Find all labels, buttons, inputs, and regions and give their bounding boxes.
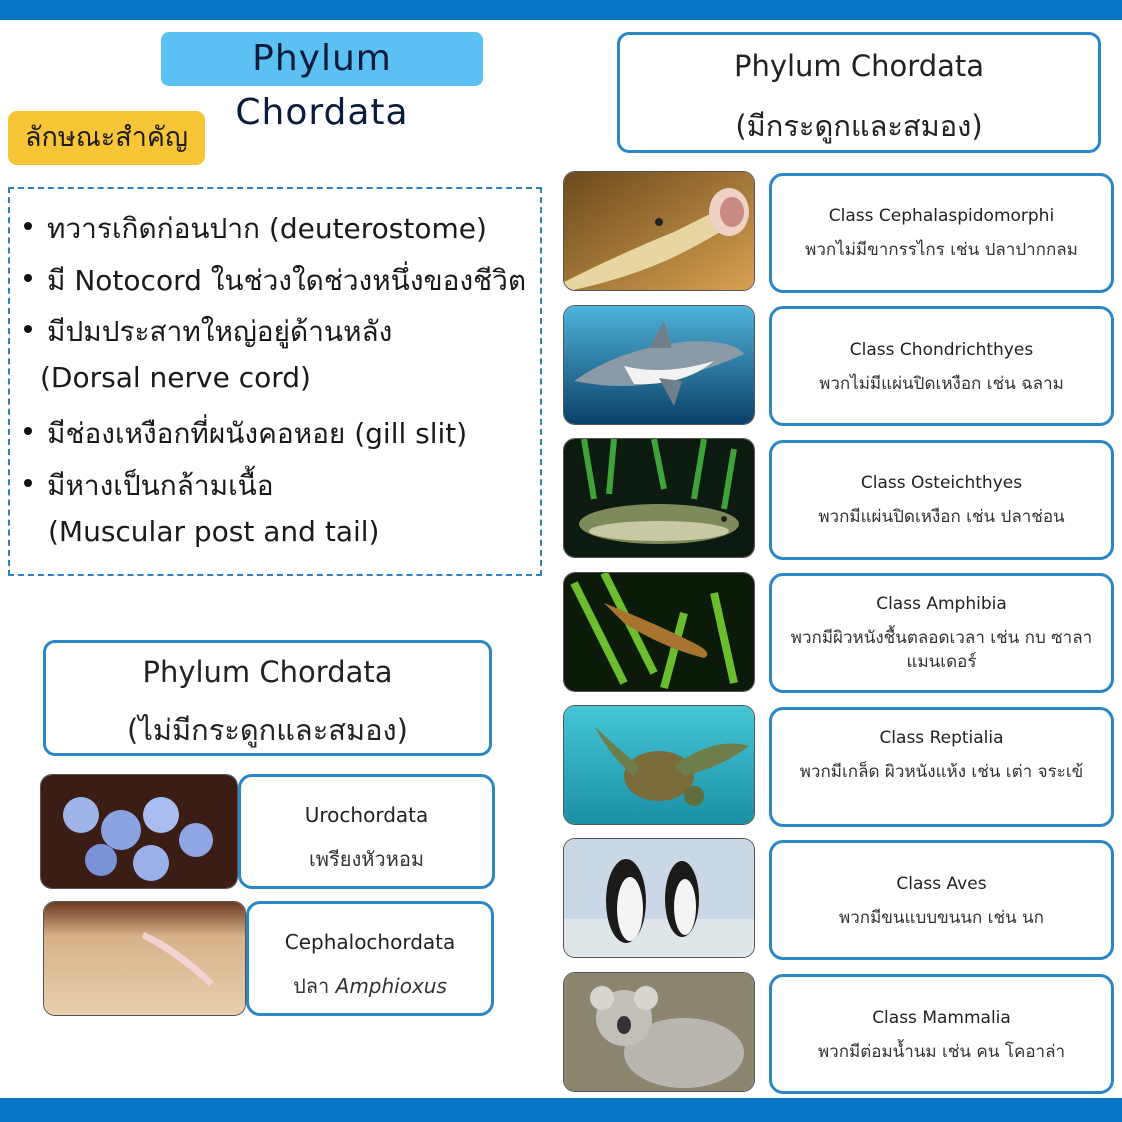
class-card-chondrichthyes: Class Chondrichthyes พวกไม่มีแผ่นปิดเหงือก เช่น ฉลาม [769, 306, 1114, 426]
penguins-photo [563, 838, 755, 958]
cephalochordata-desc: ปลา Amphioxus [293, 974, 447, 998]
cephalochordata-card: Cephalochordata ปลา Amphioxus [246, 901, 494, 1016]
vertebrata-header: Phylum Chordata (มีกระดูกและสมอง) [617, 32, 1101, 153]
bullet-icon [24, 325, 32, 333]
sea-squirt-photo [40, 774, 238, 889]
amphioxus-photo [43, 901, 246, 1016]
key-characteristics-label: ลักษณะสำคัญ [8, 111, 205, 165]
top-bar [0, 0, 1122, 20]
features-box: ทวารเกิดก่อนปาก (deuterostome) มี Notocord ในช่วงใดช่วงหนึ่งของชีวิต มีปมประสาทใหญ่อยู่ด้านหลัง (Dorsal nerve cord) มีช่องเหงือกที่ผนังคอหอย (gill slit) มีหางเป็นกล้ามเนื้อ (Muscular post and tail) [8, 187, 542, 576]
invertebrata-header: Phylum Chordata (ไม่มีกระดูกและสมอง) [43, 640, 492, 756]
bullet-icon [24, 222, 32, 230]
urochordata-card: Urochordata เพรียงหัวหอม [238, 774, 495, 889]
bullet-icon [24, 274, 32, 282]
salamander-photo [563, 572, 755, 692]
snakehead-fish-photo [563, 438, 755, 558]
class-card-osteichthyes: Class Osteichthyes พวกมีแผ่นปิดเหงือก เช่น ปลาช่อน [769, 440, 1114, 560]
koala-photo [563, 972, 755, 1092]
sea-turtle-photo [563, 705, 755, 825]
class-card-mammalia: Class Mammalia พวกมีต่อมน้ำนม เช่น คน โคอาล่า [769, 974, 1114, 1094]
class-card-reptialia: Class Reptialia พวกมีเกล็ด ผิวหนังแห้ง เช่น เต่า จระเข้ [769, 707, 1114, 827]
class-card-cephalaspidomorphi: Class Cephalaspidomorphi พวกไม่มีขากรรไกร เช่น ปลาปากกลม [769, 173, 1114, 293]
shark-photo [563, 305, 755, 425]
bottom-bar [0, 1098, 1122, 1122]
bullet-icon [24, 479, 32, 487]
bullet-icon [24, 427, 32, 435]
class-card-amphibia: Class Amphibia พวกมีผิวหนังชื้นตลอดเวลา เช่น กบ ซาลาแมนเดอร์ [769, 573, 1114, 693]
page-title: Phylum Chordata [161, 32, 483, 86]
class-card-aves: Class Aves พวกมีขนแบบขนนก เช่น นก [769, 840, 1114, 960]
lamprey-photo [563, 171, 755, 291]
